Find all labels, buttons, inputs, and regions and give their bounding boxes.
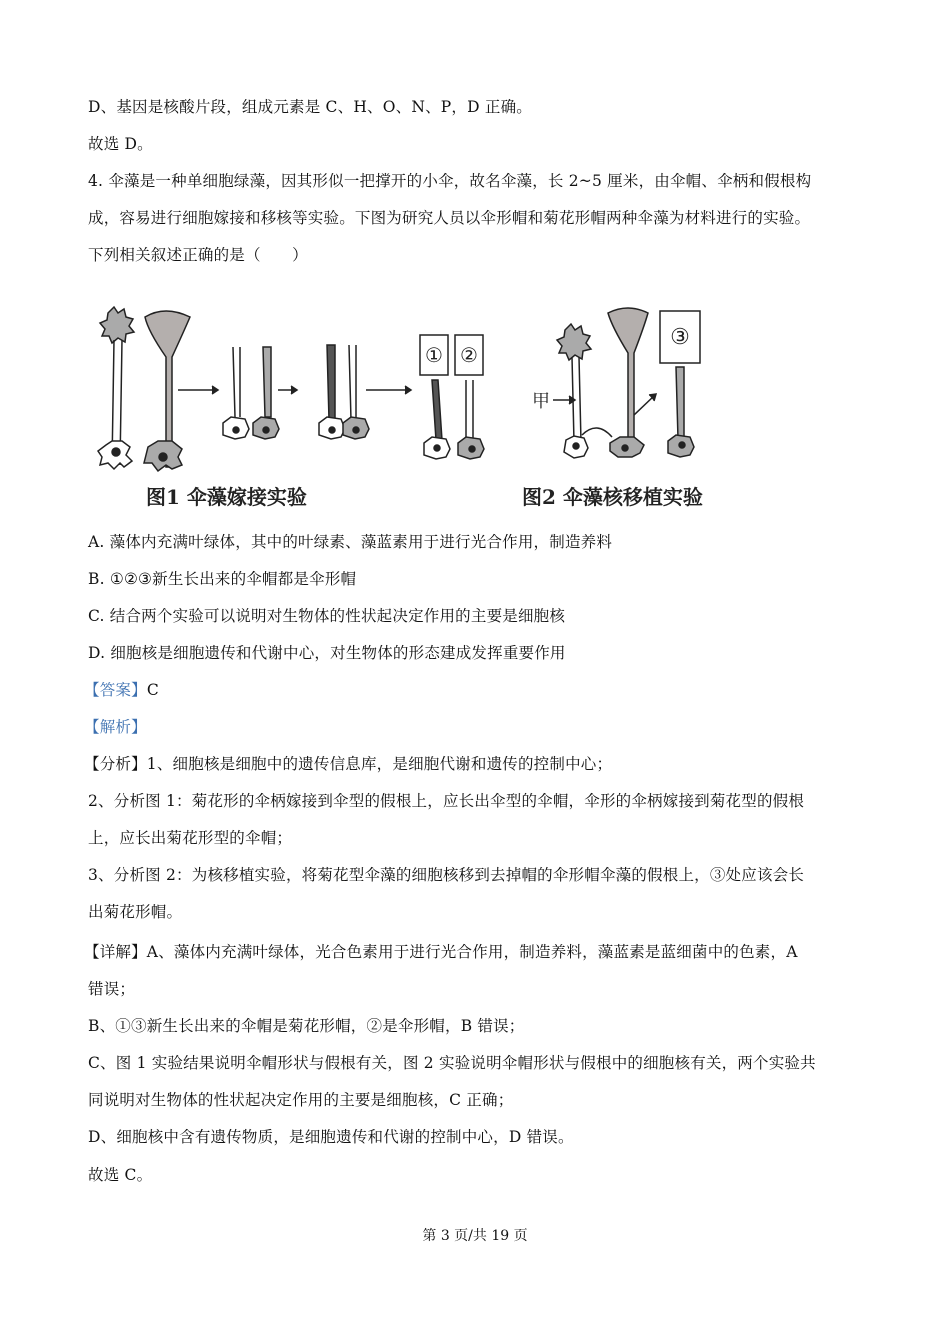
option-c: C. 结合两个实验可以说明对生物体的性状起决定作用的主要是细胞核: [88, 607, 566, 625]
option-d: D. 细胞核是细胞遗传和代谢中心，对生物体的形态建成发挥重要作用: [88, 644, 566, 662]
analysis-line: 2、分析图 1：菊花形的伞柄嫁接到伞型的假根上，应长出伞型的伞帽，伞形的伞柄嫁接到菊花型的假根: [88, 792, 805, 810]
analysis-line: C、图 1 实验结果说明伞帽形状与假根有关，图 2 实验说明伞帽形状与假根中的细胞核有关，两个实验共: [88, 1054, 816, 1072]
page-number: 第 3 页/共 19 页: [422, 1228, 528, 1244]
analysis-line: 【分析】1、细胞核是细胞中的遗传信息库，是细胞代谢和遗传的控制中心；: [84, 755, 613, 773]
option-a: A. 藻体内充满叶绿体，其中的叶绿素、藻蓝素用于进行光合作用，制造养料: [88, 533, 613, 551]
text-line: 故选 D。: [88, 135, 153, 153]
answer-label: 【答案】: [84, 681, 147, 699]
text-line: D、基因是核酸片段，组成元素是 C、H、O、N、P，D 正确。: [88, 98, 532, 116]
box-1-label: ①: [425, 343, 443, 367]
answer-line: [84, 680, 159, 700]
analysis-line: B、①③新生长出来的伞帽是菊花形帽，②是伞形帽，B 错误；: [88, 1017, 525, 1035]
analysis-line: D、细胞核中含有遗传物质，是细胞遗传和代谢的控制中心，D 错误。: [88, 1128, 574, 1146]
box-3-label: ③: [670, 325, 690, 350]
analysis-line: 错误；: [88, 980, 136, 998]
analysis-line: 出菊花形帽。: [88, 903, 183, 921]
figure-umbrella-algae-experiments: [90, 295, 740, 515]
figure-1-caption: 图1 伞藻嫁接实验: [146, 485, 307, 509]
jia-label: 甲: [532, 391, 550, 412]
figure-2-caption: 图2 伞藻核移植实验: [522, 485, 703, 509]
analysis-line: 上，应长出菊花形型的伞帽；: [88, 829, 293, 847]
analysis-line: 3、分析图 2：为核移植实验，将菊花型伞藻的细胞核移到去掉帽的伞形帽伞藻的假根上，③处应该会长: [88, 866, 805, 884]
experiment-diagram: [90, 295, 740, 475]
question-stem: 成，容易进行细胞嫁接和移核等实验。下图为研究人员以伞形帽和菊花形帽两种伞藻为材料进行的实验。: [88, 209, 811, 227]
answer-value: C: [146, 681, 159, 699]
analysis-line: 同说明对生物体的性状起决定作用的主要是细胞核，C 正确；: [88, 1091, 514, 1109]
analysis-label: 【解析】: [84, 718, 147, 736]
question-stem: 下列相关叙述正确的是（ ）: [88, 246, 308, 264]
analysis-line: 故选 C。: [88, 1166, 153, 1184]
option-b: B. ①②③新生长出来的伞帽都是伞形帽: [88, 570, 357, 588]
question-stem: 4. 伞藻是一种单细胞绿藻，因其形似一把撑开的小伞，故名伞藻，长 2~5 厘米，由伞帽、伞柄和假根构: [88, 172, 812, 190]
analysis-line: 【详解】A、藻体内充满叶绿体，光合色素用于进行光合作用，制造养料，藻蓝素是蓝细菌中的色素，A: [84, 943, 798, 961]
box-2-label: ②: [460, 343, 478, 367]
